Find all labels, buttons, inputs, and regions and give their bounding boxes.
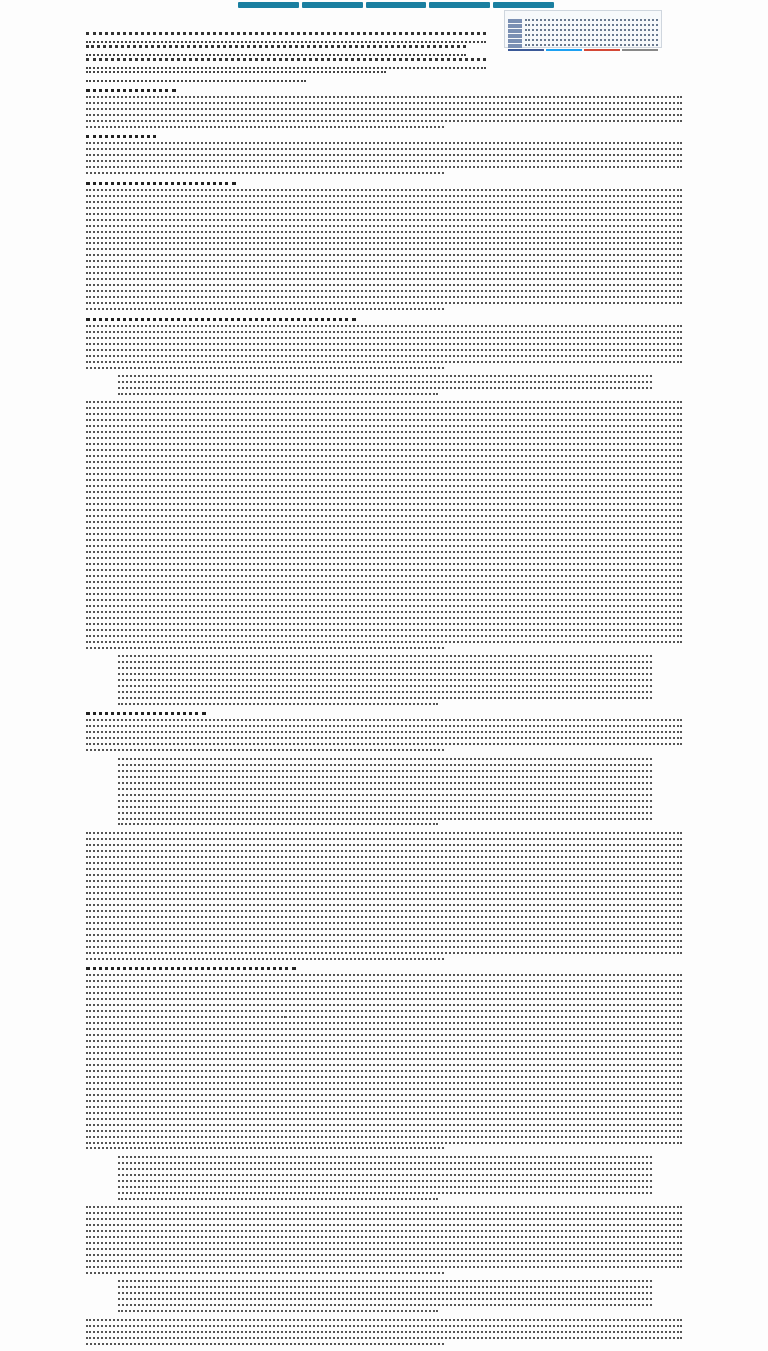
text-line xyxy=(118,1168,652,1173)
text-line xyxy=(86,563,682,568)
text-line xyxy=(118,758,652,763)
block-quote xyxy=(118,1280,652,1315)
text-line xyxy=(118,806,652,811)
text-line xyxy=(86,1142,682,1147)
text-line xyxy=(86,166,682,171)
text-line xyxy=(86,349,682,354)
text-line xyxy=(86,260,682,265)
text-line xyxy=(86,916,682,921)
text-line xyxy=(86,527,682,532)
text-line xyxy=(86,1076,682,1081)
thumbnail-icon xyxy=(508,24,522,28)
text-line xyxy=(86,343,682,348)
text-line xyxy=(86,302,682,307)
text-line xyxy=(86,413,682,418)
text-line xyxy=(86,1070,682,1075)
text-line xyxy=(118,1286,652,1291)
footer-text xyxy=(86,1016,286,1024)
text-line xyxy=(86,874,682,879)
article-title-line xyxy=(86,56,682,66)
text-line xyxy=(86,521,682,526)
text-line xyxy=(86,850,682,855)
text-line xyxy=(86,629,682,634)
text-line xyxy=(86,479,682,484)
text-line xyxy=(118,393,438,398)
text-line xyxy=(86,898,682,903)
text-line xyxy=(86,1064,682,1069)
text-line xyxy=(86,367,444,372)
text-line xyxy=(86,617,682,622)
text-line xyxy=(86,361,682,366)
text-line xyxy=(118,661,652,666)
text-line xyxy=(86,1094,682,1099)
text-line xyxy=(86,856,682,861)
text-line xyxy=(86,467,682,472)
text-line xyxy=(86,1266,682,1271)
text-line xyxy=(86,611,682,616)
text-line xyxy=(86,551,682,556)
text-line xyxy=(118,764,652,769)
text-line xyxy=(86,1100,682,1105)
text-line xyxy=(86,120,682,125)
body-paragraph xyxy=(86,401,682,652)
text-line xyxy=(86,1004,682,1009)
text-line xyxy=(86,892,682,897)
text-line xyxy=(86,980,682,985)
text-line xyxy=(118,375,652,380)
text-line xyxy=(86,1325,682,1330)
block-quote xyxy=(118,1156,652,1203)
text-line xyxy=(86,455,682,460)
text-line xyxy=(86,1136,682,1141)
text-line xyxy=(86,749,444,754)
text-line xyxy=(118,794,652,799)
text-line xyxy=(86,272,682,277)
text-line xyxy=(86,880,682,885)
text-line xyxy=(86,533,682,538)
text-line xyxy=(86,485,682,490)
text-line xyxy=(86,401,682,406)
top-nav-link-3[interactable] xyxy=(366,2,427,8)
text-line xyxy=(118,1304,652,1309)
text-line xyxy=(86,743,682,748)
text-line xyxy=(86,407,682,412)
body-paragraph xyxy=(86,142,682,177)
text-line xyxy=(86,1147,444,1152)
text-line xyxy=(86,587,682,592)
text-line xyxy=(86,1331,682,1336)
text-line xyxy=(118,381,652,386)
text-line xyxy=(86,231,682,236)
text-line xyxy=(86,278,682,283)
text-line xyxy=(86,154,682,159)
text-line xyxy=(86,102,682,107)
text-line xyxy=(86,569,682,574)
text-line xyxy=(86,593,682,598)
text-line xyxy=(86,1010,682,1015)
text-line xyxy=(86,461,682,466)
text-line xyxy=(86,225,682,230)
text-line xyxy=(118,1298,652,1303)
text-line xyxy=(86,284,682,289)
text-line xyxy=(86,142,682,147)
text-line xyxy=(86,1058,682,1063)
text-line xyxy=(86,1046,682,1051)
section-heading xyxy=(86,134,682,141)
text-line xyxy=(86,928,682,933)
text-line xyxy=(86,940,682,945)
text-line xyxy=(86,1212,682,1217)
text-line xyxy=(86,635,682,640)
text-line xyxy=(86,1230,682,1235)
text-line xyxy=(118,1156,652,1161)
text-line xyxy=(86,437,682,442)
text-line xyxy=(86,934,682,939)
text-line xyxy=(118,1192,652,1197)
top-nav-bar xyxy=(238,2,554,9)
text-line xyxy=(86,172,444,177)
text-line xyxy=(86,1260,682,1265)
text-line xyxy=(86,868,682,873)
body-paragraph xyxy=(86,325,682,372)
text-line xyxy=(86,126,444,131)
text-line xyxy=(86,248,682,253)
text-line xyxy=(86,904,682,909)
text-line xyxy=(118,685,652,690)
top-nav-link-2[interactable] xyxy=(302,2,363,8)
text-line xyxy=(86,1106,682,1111)
article-title-line xyxy=(86,30,682,40)
text-line xyxy=(86,647,444,652)
text-line xyxy=(86,731,682,736)
top-nav-link-4[interactable] xyxy=(429,2,490,8)
section-heading xyxy=(86,181,682,188)
text-line xyxy=(86,986,682,991)
text-line xyxy=(86,1248,682,1253)
text-line xyxy=(86,290,682,295)
article-subtitle-line xyxy=(86,78,682,86)
text-line xyxy=(86,491,682,496)
text-line xyxy=(86,308,444,313)
text-line xyxy=(86,862,682,867)
text-line xyxy=(118,673,652,678)
text-line xyxy=(86,1272,444,1277)
text-line xyxy=(118,655,652,660)
text-line xyxy=(86,581,682,586)
text-line xyxy=(86,1319,682,1324)
text-line xyxy=(118,1174,652,1179)
text-line xyxy=(86,1343,444,1348)
related-link-label xyxy=(525,19,658,23)
text-line xyxy=(86,296,682,301)
text-line xyxy=(118,1162,652,1167)
body-paragraph xyxy=(86,832,682,963)
text-line xyxy=(86,737,682,742)
top-nav-link-5[interactable] xyxy=(493,2,554,8)
text-line xyxy=(86,515,682,520)
text-line xyxy=(86,213,682,218)
text-line xyxy=(86,497,682,502)
body-paragraph xyxy=(86,96,682,131)
text-line xyxy=(86,844,682,849)
text-line xyxy=(118,1186,652,1191)
text-line xyxy=(86,886,682,891)
text-line xyxy=(86,1254,682,1259)
text-line xyxy=(118,387,652,392)
text-line xyxy=(86,219,682,224)
top-nav-link-1[interactable] xyxy=(238,2,299,8)
body-paragraph xyxy=(86,974,682,1153)
article-subtitle-line xyxy=(86,69,682,77)
text-line xyxy=(86,1224,682,1229)
text-line xyxy=(86,1112,682,1117)
text-line xyxy=(86,539,682,544)
text-line xyxy=(118,1280,652,1285)
text-line xyxy=(86,201,682,206)
related-link-2[interactable] xyxy=(508,23,658,28)
text-line xyxy=(86,1028,682,1033)
article-body xyxy=(86,30,682,1351)
text-line xyxy=(86,1034,682,1039)
text-line xyxy=(86,1206,682,1211)
text-line xyxy=(118,667,652,672)
text-line xyxy=(86,114,682,119)
text-line xyxy=(86,431,682,436)
text-line xyxy=(86,1236,682,1241)
text-line xyxy=(86,419,682,424)
section-heading xyxy=(86,966,682,973)
text-line xyxy=(86,254,682,259)
text-line xyxy=(118,703,438,708)
body-paragraph xyxy=(86,1206,682,1277)
body-paragraph xyxy=(86,189,682,314)
text-line xyxy=(118,1292,652,1297)
related-link-label xyxy=(525,24,658,28)
section-heading xyxy=(86,711,682,718)
text-line xyxy=(86,242,682,247)
text-line xyxy=(118,1198,438,1203)
text-line xyxy=(118,800,652,805)
text-line xyxy=(86,838,682,843)
text-line xyxy=(86,557,682,562)
text-line xyxy=(86,958,444,963)
section-heading xyxy=(86,317,682,324)
text-line xyxy=(86,1040,682,1045)
text-line xyxy=(86,425,682,430)
text-line xyxy=(86,1242,682,1247)
text-line xyxy=(86,1218,682,1223)
text-line xyxy=(86,998,682,1003)
text-line xyxy=(118,679,652,684)
block-quote xyxy=(118,375,652,398)
text-line xyxy=(86,641,682,646)
body-paragraph xyxy=(86,1319,682,1348)
text-line xyxy=(86,832,682,837)
block-quote xyxy=(118,758,652,829)
text-line xyxy=(118,788,652,793)
block-quote xyxy=(118,655,652,708)
text-line xyxy=(86,946,682,951)
text-line xyxy=(86,575,682,580)
text-line xyxy=(86,1052,682,1057)
text-line xyxy=(86,922,682,927)
text-line xyxy=(86,623,682,628)
text-line xyxy=(86,605,682,610)
text-line xyxy=(118,776,652,781)
text-line xyxy=(86,160,682,165)
body-paragraph xyxy=(86,719,682,754)
text-line xyxy=(86,1124,682,1129)
text-line xyxy=(118,1180,652,1185)
text-line xyxy=(86,207,682,212)
text-line xyxy=(86,266,682,271)
text-line xyxy=(86,1082,682,1087)
text-line xyxy=(86,449,682,454)
text-line xyxy=(118,823,438,828)
article-title-line xyxy=(86,43,682,53)
thumbnail-icon xyxy=(508,19,522,23)
related-link-1[interactable] xyxy=(508,18,658,23)
text-line xyxy=(86,1118,682,1123)
text-line xyxy=(86,509,682,514)
text-line xyxy=(86,108,682,113)
text-line xyxy=(86,148,682,153)
text-line xyxy=(86,195,682,200)
text-line xyxy=(86,1088,682,1093)
text-line xyxy=(86,1337,682,1342)
text-line xyxy=(118,697,652,702)
text-line xyxy=(86,725,682,730)
text-line xyxy=(86,355,682,360)
text-line xyxy=(86,503,682,508)
text-line xyxy=(118,818,652,823)
text-line xyxy=(118,812,652,817)
text-line xyxy=(118,782,652,787)
text-line xyxy=(118,1310,438,1315)
text-line xyxy=(86,992,682,997)
text-line xyxy=(118,691,652,696)
text-line xyxy=(86,337,682,342)
text-line xyxy=(86,473,682,478)
text-line xyxy=(86,331,682,336)
text-line xyxy=(86,910,682,915)
section-heading xyxy=(86,88,682,95)
text-line xyxy=(86,443,682,448)
text-line xyxy=(86,545,682,550)
text-line xyxy=(86,952,682,957)
text-line xyxy=(86,1130,682,1135)
text-line xyxy=(86,599,682,604)
text-line xyxy=(118,770,652,775)
text-line xyxy=(86,237,682,242)
